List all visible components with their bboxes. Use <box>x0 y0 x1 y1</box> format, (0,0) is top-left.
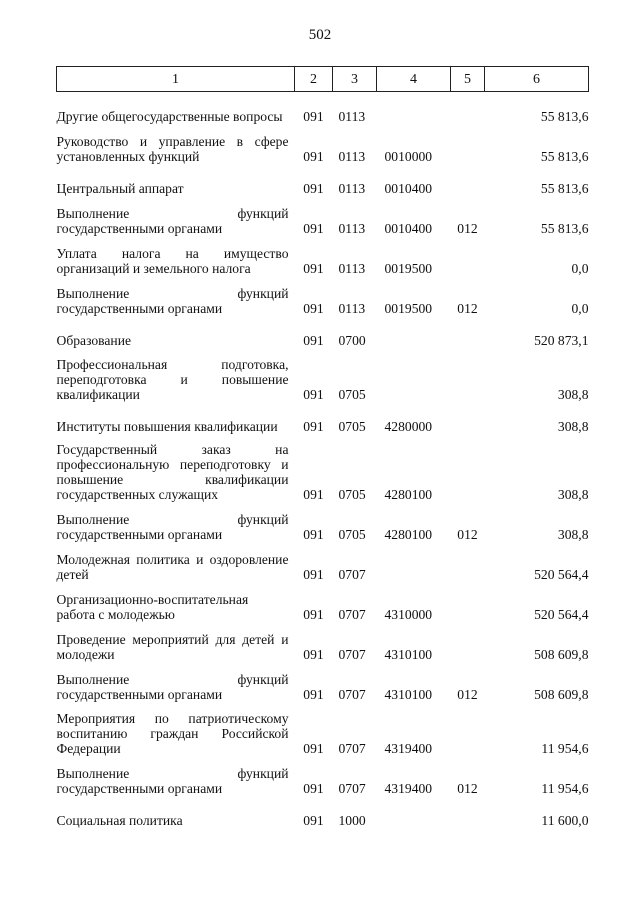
cell-col-2: 091 <box>303 812 324 828</box>
cell-col-2: 091 <box>303 300 324 316</box>
row-spacer <box>57 164 589 172</box>
cell-col-5 <box>451 356 485 402</box>
cell-col-5 <box>451 630 485 662</box>
cell-col-4: 4310100 <box>384 646 433 662</box>
cell-col-4 <box>377 804 451 828</box>
cell-col-4: 4280000 <box>384 418 433 434</box>
cell-col-3: 0705 <box>338 526 366 542</box>
row-spacer-cell <box>57 502 589 510</box>
cell-col-5: 012 <box>457 220 478 236</box>
table-row <box>57 804 589 828</box>
cell-col-5 <box>451 710 485 756</box>
cell-name: Институты повышения квалификации <box>56 418 278 434</box>
cell-col-2: 091 <box>303 486 324 502</box>
cell-col-2: 091 <box>303 386 324 402</box>
cell-col-4: 4319400 <box>384 780 433 796</box>
table-row <box>57 670 589 702</box>
page-number: 502 <box>308 27 332 43</box>
cell-col-3: 0705 <box>338 486 366 502</box>
cell-name: Уплата налога на имущество организаций и земельного налога <box>56 245 289 276</box>
cell-col-3: 0707 <box>338 780 366 796</box>
table-row <box>57 324 589 348</box>
cell-col-2: 091 <box>303 526 324 542</box>
table-row <box>57 172 589 196</box>
row-spacer-cell <box>57 582 589 590</box>
cell-col-5 <box>451 132 485 164</box>
cell-col-2: 091 <box>303 220 324 236</box>
cell-col-2: 091 <box>303 260 324 276</box>
cell-col-4: 0010400 <box>384 220 433 236</box>
cell-name: Профессиональная подготовка, переподготовка и повышение квалификации <box>56 356 289 402</box>
cell-name: Выполнение функций государственными органами <box>56 285 289 316</box>
cell-col-3: 1000 <box>338 812 366 828</box>
header-col-2: 2 <box>295 67 333 92</box>
cell-col-3: 0705 <box>338 418 366 434</box>
cell-name: Социальная политика <box>56 812 183 828</box>
cell-col-4 <box>377 356 451 402</box>
cell-col-4: 4310100 <box>384 686 433 702</box>
table-row <box>57 590 589 622</box>
cell-col-4: 0010400 <box>384 180 433 196</box>
cell-col-2: 091 <box>303 646 324 662</box>
header-col-6: 6 <box>485 67 589 92</box>
row-spacer <box>57 434 589 442</box>
cell-name: Проведение мероприятий для детей и молодежи <box>56 631 289 662</box>
cell-name: Выполнение функций государственными органами <box>56 671 289 702</box>
table-row <box>57 550 589 582</box>
cell-col-5 <box>451 92 485 124</box>
cell-amount: 0,0 <box>571 260 589 276</box>
cell-col-3: 0707 <box>338 606 366 622</box>
cell-name: Выполнение функций государственными органами <box>56 511 289 542</box>
cell-col-3: 0113 <box>338 260 366 276</box>
table-row <box>57 764 589 796</box>
row-spacer <box>57 502 589 510</box>
cell-amount: 11 954,6 <box>541 780 589 796</box>
cell-col-4 <box>377 550 451 582</box>
cell-col-2: 091 <box>303 606 324 622</box>
row-spacer-cell <box>57 434 589 442</box>
cell-col-5 <box>451 804 485 828</box>
cell-col-2: 091 <box>303 108 324 124</box>
cell-col-2: 091 <box>303 332 324 348</box>
cell-col-2: 091 <box>303 686 324 702</box>
cell-col-3: 0707 <box>338 686 366 702</box>
cell-amount: 11 954,6 <box>541 740 589 756</box>
table-row <box>57 356 589 402</box>
header-col-1: 1 <box>57 67 295 92</box>
cell-col-5 <box>451 442 485 502</box>
cell-col-5: 012 <box>457 686 478 702</box>
cell-amount: 308,8 <box>557 486 589 502</box>
cell-col-5: 012 <box>457 300 478 316</box>
row-spacer-cell <box>57 662 589 670</box>
cell-name: Организационно-воспитательная работа с молодежью <box>56 591 249 622</box>
row-spacer-cell <box>57 236 589 244</box>
cell-amount: 520 873,1 <box>534 332 589 348</box>
cell-col-3: 0113 <box>338 180 366 196</box>
cell-col-5 <box>451 410 485 434</box>
row-spacer-cell <box>57 622 589 630</box>
table-row <box>57 410 589 434</box>
table-row <box>57 630 589 662</box>
row-spacer-cell <box>57 124 589 132</box>
table-row <box>57 510 589 542</box>
budget-table <box>56 66 589 828</box>
cell-col-4: 0019500 <box>384 300 433 316</box>
cell-col-5 <box>451 324 485 348</box>
cell-amount: 520 564,4 <box>534 566 589 582</box>
cell-col-2: 091 <box>303 180 324 196</box>
row-spacer <box>57 542 589 550</box>
cell-name: Мероприятия по патриотическому воспитанию граждан Российской Федерации <box>56 710 289 756</box>
cell-name: Молодежная политика и оздоровление детей <box>56 551 289 582</box>
row-spacer-cell <box>57 542 589 550</box>
cell-col-5 <box>451 244 485 276</box>
cell-amount: 508 609,8 <box>534 686 589 702</box>
cell-amount: 308,8 <box>557 418 589 434</box>
row-spacer <box>57 796 589 804</box>
row-spacer <box>57 316 589 324</box>
cell-amount: 55 813,6 <box>540 220 589 236</box>
row-spacer <box>57 124 589 132</box>
row-spacer <box>57 196 589 204</box>
table-row <box>57 92 589 124</box>
row-spacer <box>57 756 589 764</box>
cell-name: Руководство и управление в сфере установленных функций <box>56 133 289 164</box>
cell-amount: 55 813,6 <box>540 180 589 196</box>
cell-amount: 55 813,6 <box>540 148 589 164</box>
cell-col-4 <box>377 324 451 348</box>
cell-col-2: 091 <box>303 148 324 164</box>
cell-col-5 <box>451 550 485 582</box>
cell-amount: 0,0 <box>571 300 589 316</box>
cell-col-2: 091 <box>303 780 324 796</box>
cell-name: Выполнение функций государственными органами <box>56 765 289 796</box>
cell-col-4: 4280100 <box>384 486 433 502</box>
cell-col-2: 091 <box>303 566 324 582</box>
cell-name: Центральный аппарат <box>56 180 184 196</box>
row-spacer <box>57 662 589 670</box>
cell-name: Государственный заказ на профессиональную переподготовку и повышение квалификации государственных служащих <box>56 441 289 502</box>
cell-col-4: 4319400 <box>384 740 433 756</box>
cell-col-3: 0707 <box>338 646 366 662</box>
row-spacer <box>57 582 589 590</box>
row-spacer-cell <box>57 702 589 710</box>
table-row <box>57 204 589 236</box>
table-row <box>57 442 589 502</box>
row-spacer-cell <box>57 348 589 356</box>
header-col-5: 5 <box>451 67 485 92</box>
cell-amount: 55 813,6 <box>540 108 589 124</box>
cell-amount: 308,8 <box>557 526 589 542</box>
cell-col-5: 012 <box>457 526 478 542</box>
row-spacer <box>57 236 589 244</box>
cell-col-3: 0700 <box>338 332 366 348</box>
cell-col-4 <box>377 92 451 124</box>
cell-amount: 11 600,0 <box>541 812 589 828</box>
table-row <box>57 244 589 276</box>
cell-amount: 520 564,4 <box>534 606 589 622</box>
row-spacer-cell <box>57 316 589 324</box>
row-spacer-cell <box>57 196 589 204</box>
cell-col-5 <box>451 172 485 196</box>
cell-col-3: 0113 <box>338 148 366 164</box>
cell-col-5 <box>451 590 485 622</box>
row-spacer-cell <box>57 796 589 804</box>
cell-col-3: 0113 <box>338 220 366 236</box>
cell-col-3: 0707 <box>338 740 366 756</box>
cell-name: Другие общегосударственные вопросы <box>56 108 283 124</box>
table-body <box>57 92 589 828</box>
row-spacer-cell <box>57 756 589 764</box>
row-spacer-cell <box>57 164 589 172</box>
cell-col-4: 0019500 <box>384 260 433 276</box>
row-spacer <box>57 402 589 410</box>
cell-amount: 308,8 <box>557 386 589 402</box>
header-row <box>57 67 589 92</box>
cell-amount: 508 609,8 <box>534 646 589 662</box>
cell-name: Образование <box>56 332 132 348</box>
cell-col-3: 0113 <box>338 300 366 316</box>
row-spacer <box>57 702 589 710</box>
header-col-3: 3 <box>333 67 377 92</box>
cell-col-3: 0113 <box>338 108 366 124</box>
cell-col-4: 4310000 <box>384 606 433 622</box>
cell-col-3: 0707 <box>338 566 366 582</box>
cell-col-5: 012 <box>457 780 478 796</box>
table-row <box>57 710 589 756</box>
cell-col-4: 4280100 <box>384 526 433 542</box>
row-spacer <box>57 348 589 356</box>
header-col-4: 4 <box>377 67 451 92</box>
cell-col-2: 091 <box>303 418 324 434</box>
table-row <box>57 284 589 316</box>
row-spacer-cell <box>57 276 589 284</box>
row-spacer-cell <box>57 402 589 410</box>
cell-col-3: 0705 <box>338 386 366 402</box>
row-spacer <box>57 276 589 284</box>
row-spacer <box>57 622 589 630</box>
cell-col-2: 091 <box>303 740 324 756</box>
cell-name: Выполнение функций государственными органами <box>56 205 289 236</box>
cell-col-4: 0010000 <box>384 148 433 164</box>
table-row <box>57 132 589 164</box>
